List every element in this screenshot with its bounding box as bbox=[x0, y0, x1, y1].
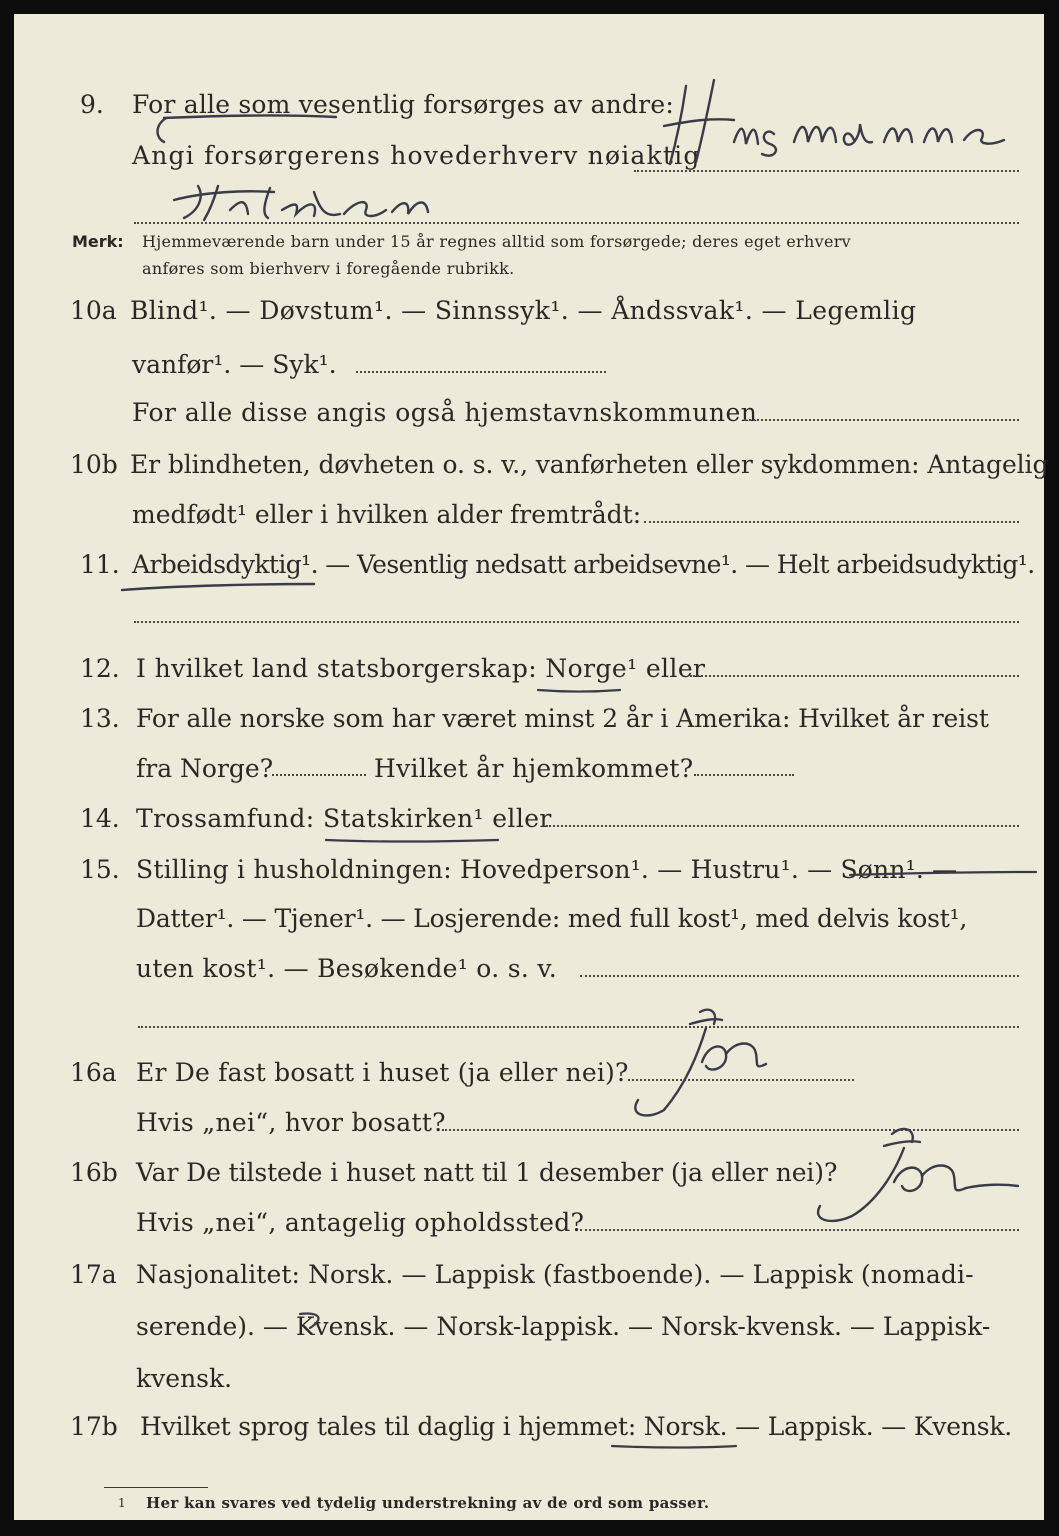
census-form-page bbox=[14, 14, 1049, 1520]
q9-line1: For alle som vesentlig forsørges av andre: bbox=[132, 90, 674, 119]
q10a-line3: For alle disse angis også hjemstavnskommunen bbox=[132, 398, 758, 427]
footnote-text: Her kan svares ved tydelig understrekning av de ord som passer. bbox=[146, 1494, 710, 1512]
q10a-number: 10a bbox=[70, 296, 117, 325]
q10b-number: 10b bbox=[70, 450, 118, 479]
footnote-rule bbox=[104, 1487, 208, 1488]
q17b-number: 17b bbox=[70, 1412, 118, 1441]
q10a-line2: vanfør¹. — Syk¹. bbox=[132, 350, 337, 379]
q16a-line1: Er De fast bosatt i huset (ja eller nei)? bbox=[136, 1058, 629, 1087]
q15-line2: Datter¹. — Tjener¹. — Losjerende: med full kost¹, med delvis kost¹, bbox=[136, 904, 968, 933]
q15-line3: uten kost¹. — Besøkende¹ o. s. v. bbox=[136, 954, 558, 983]
merk-line1: Hjemmeværende barn under 15 år regnes alltid som forsørgede; deres eget erhverv bbox=[142, 232, 851, 251]
q17b-line1: Hvilket sprog tales til daglig i hjemmet: Norsk. — Lappisk. — Kvensk. bbox=[140, 1412, 1013, 1441]
q11-number: 11. bbox=[80, 550, 120, 579]
q9-line2: Angi forsørgerens hovederhverv nøiaktig bbox=[132, 141, 701, 170]
q15-line1: Stilling i husholdningen: Hovedperson¹. — Hustru¹. — Sønn¹. — bbox=[136, 855, 958, 884]
q9-number: 9. bbox=[80, 90, 104, 119]
q13-line1: For alle norske som har været minst 2 år i Amerika: Hvilket år reist bbox=[136, 704, 989, 733]
q16a-line2: Hvis „nei“, hvor bosatt? bbox=[136, 1108, 446, 1137]
q11-line1: Arbeidsdyktig¹. — Vesentlig nedsatt arbeidsevne¹. — Helt arbeidsudyktig¹. bbox=[132, 550, 1035, 579]
q14-line1: Trossamfund: Statskirken¹ eller bbox=[136, 804, 552, 833]
q10a-line1: Blind¹. — Døvstum¹. — Sinnssyk¹. — Åndssvak¹. — Legemlig bbox=[130, 296, 917, 325]
q17b-underline-mark bbox=[14, 14, 1044, 1454]
q10b-line1: Er blindheten, døvheten o. s. v., vanførheten eller sykdommen: Antagelig bbox=[130, 450, 1049, 479]
q13-line2a: fra Norge? bbox=[136, 754, 274, 783]
footnote-mark: 1 bbox=[118, 1496, 126, 1510]
q14-number: 14. bbox=[80, 804, 120, 833]
q16b-line1: Var De tilstede i huset natt til 1 desember (ja eller nei)? bbox=[136, 1158, 838, 1187]
q12-line1: I hvilket land statsborgerskap: Norge¹ eller bbox=[136, 654, 706, 683]
q12-number: 12. bbox=[80, 654, 120, 683]
merk-line2: anføres som bierhverv i foregående rubrikk. bbox=[142, 259, 515, 278]
q16a-number: 16a bbox=[70, 1058, 117, 1087]
q17a-line1: Nasjonalitet: Norsk. — Lappisk (fastboende). — Lappisk (nomadi- bbox=[136, 1260, 974, 1289]
q16b-number: 16b bbox=[70, 1158, 118, 1187]
q13-number: 13. bbox=[80, 704, 120, 733]
q17a-number: 17a bbox=[70, 1260, 117, 1289]
q17a-line2: serende). — Kvensk. — Norsk-lappisk. — Norsk-kvensk. — Lappisk- bbox=[136, 1312, 991, 1341]
q17a-line3: kvensk. bbox=[136, 1364, 233, 1393]
merk-label: Merk: bbox=[72, 232, 124, 251]
q15-number: 15. bbox=[80, 855, 120, 884]
q10b-line2: medfødt¹ eller i hvilken alder fremtrådt: bbox=[132, 500, 642, 529]
q13-line2b: Hvilket år hjemkommet? bbox=[374, 754, 694, 783]
q16b-line2: Hvis „nei“, antagelig opholdssted? bbox=[136, 1208, 585, 1237]
